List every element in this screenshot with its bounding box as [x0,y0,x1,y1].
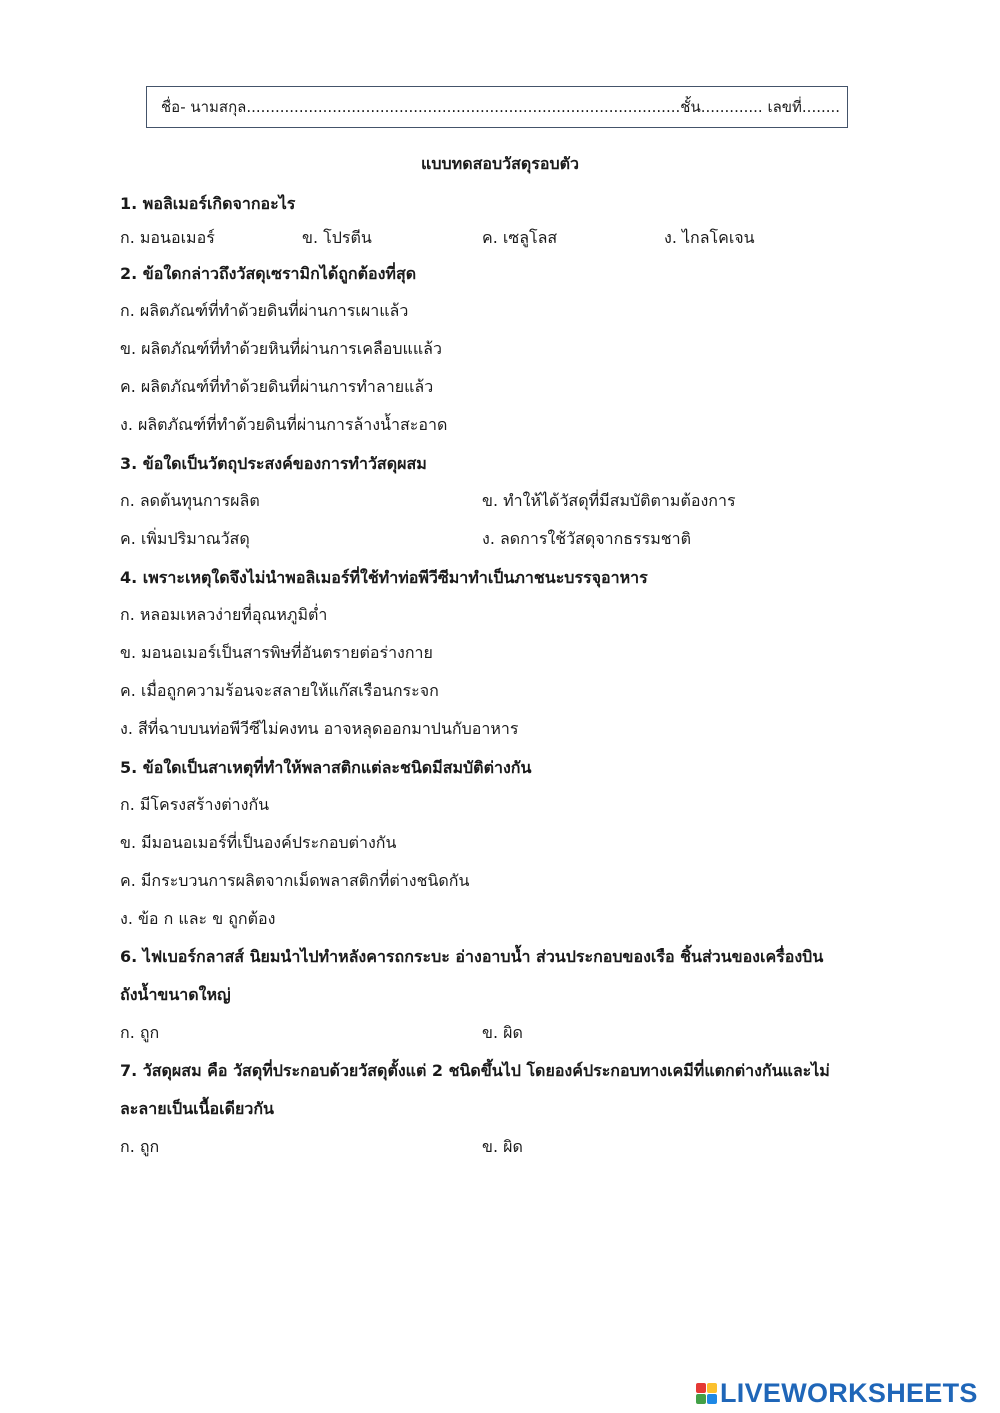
question-7-line-1: 7. วัสดุผสม คือ วัสดุที่ประกอบด้วยวัสดุตั้งแต่ 2 ชนิดขึ้นไป โดยองค์ประกอบทางเคมีที่แตกต่างกันและไม่ [120,1061,830,1080]
question-2: 2. ข้อใดกล่าวถึงวัสดุเซรามิกได้ถูกต้องที่สุด [120,264,417,283]
q6-choice-a[interactable]: ก. ถูก [120,1023,160,1042]
liveworksheets-logo-icon [696,1383,717,1404]
name-line: ชื่อ- นามสกุล...........................................................................................ชั้น............. เลขที่........ [161,98,841,116]
liveworksheets-brand[interactable] [696,1378,978,1408]
q4-choice-c[interactable]: ค. เมื่อถูกความร้อนจะสลายให้แก๊สเรือนกระจก [120,681,439,700]
question-5: 5. ข้อใดเป็นสาเหตุที่ทำให้พลาสติกแต่ละชนิดมีสมบัติต่างกัน [120,758,532,777]
q2-choice-c[interactable]: ค. ผลิตภัณฑ์ที่ทำด้วยดินที่ผ่านการทำลายแล้ว [120,377,434,396]
question-6-line-2: ถังน้ำขนาดใหญ่ [120,985,231,1004]
q4-choice-b[interactable]: ข. มอนอเมอร์เป็นสารพิษที่อันตรายต่อร่างกาย [120,643,433,662]
q4-choice-a[interactable]: ก. หลอมเหลวง่ายที่อุณหภูมิต่ำ [120,605,328,624]
q1-choice-b[interactable]: ข. โปรตีน [302,228,372,247]
q3-choice-d[interactable]: ง. ลดการใช้วัสดุจากธรรมชาติ [482,529,692,548]
page-title: แบบทดสอบวัสดุรอบตัว [421,154,579,173]
q2-choice-a[interactable]: ก. ผลิตภัณฑ์ที่ทำด้วยดินที่ผ่านการเผาแล้ว [120,301,409,320]
q6-choice-b[interactable]: ข. ผิด [482,1023,523,1042]
q7-choice-b[interactable]: ข. ผิด [482,1137,523,1156]
question-1: 1. พอลิเมอร์เกิดจากอะไร [120,194,296,213]
q1-choice-c[interactable]: ค. เซลูโลส [482,228,558,247]
q1-choice-a[interactable]: ก. มอนอเมอร์ [120,228,215,247]
q2-choice-b[interactable]: ข. ผลิตภัณฑ์ที่ทำด้วยหินที่ผ่านการเคลือบแแล้ว [120,339,442,358]
question-4: 4. เพราะเหตุใดจึงไม่นำพอลิเมอร์ที่ใช้ทำท่อพีวีซีมาทำเป็นภาชนะบรรจุอาหาร [120,568,648,587]
q3-choice-a[interactable]: ก. ลดต้นทุนการผลิต [120,491,260,510]
q4-choice-d[interactable]: ง. สีที่ฉาบบนท่อพีวีซีไม่คงทน อาจหลุดออกมาปนกับอาหาร [120,719,519,738]
q5-choice-c[interactable]: ค. มีกระบวนการผลิตจากเม็ดพลาสติกที่ต่างชนิดกัน [120,871,470,890]
question-3: 3. ข้อใดเป็นวัตถุประสงค์ของการทำวัสดุผสม [120,454,427,473]
q1-choice-d[interactable]: ง. ไกลโคเจน [664,228,755,247]
q2-choice-d[interactable]: ง. ผลิตภัณฑ์ที่ทำด้วยดินที่ผ่านการล้างน้ำสะอาด [120,415,448,434]
q7-choice-a[interactable]: ก. ถูก [120,1137,160,1156]
q3-choice-c[interactable]: ค. เพิ่มปริมาณวัสดุ [120,529,250,548]
q3-choice-b[interactable]: ข. ทำให้ได้วัสดุที่มีสมบัติตามต้องการ [482,491,736,510]
question-6-line-1: 6. ไฟเบอร์กลาสส์ นิยมนำไปทำหลังคารถกระบะ อ่างอาบน้ำ ส่วนประกอบของเรือ ชิ้นส่วนของเครื่องบิน [120,947,824,966]
q5-choice-a[interactable]: ก. มีโครงสร้างต่างกัน [120,795,270,814]
q5-choice-b[interactable]: ข. มีมอนอเมอร์ที่เป็นองค์ประกอบต่างกัน [120,833,397,852]
brand-name: LIVEWORKSHEETS [720,1377,978,1408]
question-7-line-2: ละลายเป็นเนื้อเดียวกัน [120,1099,274,1118]
q5-choice-d[interactable]: ง. ข้อ ก และ ข ถูกต้อง [120,909,276,928]
name-field-box[interactable] [146,86,848,128]
